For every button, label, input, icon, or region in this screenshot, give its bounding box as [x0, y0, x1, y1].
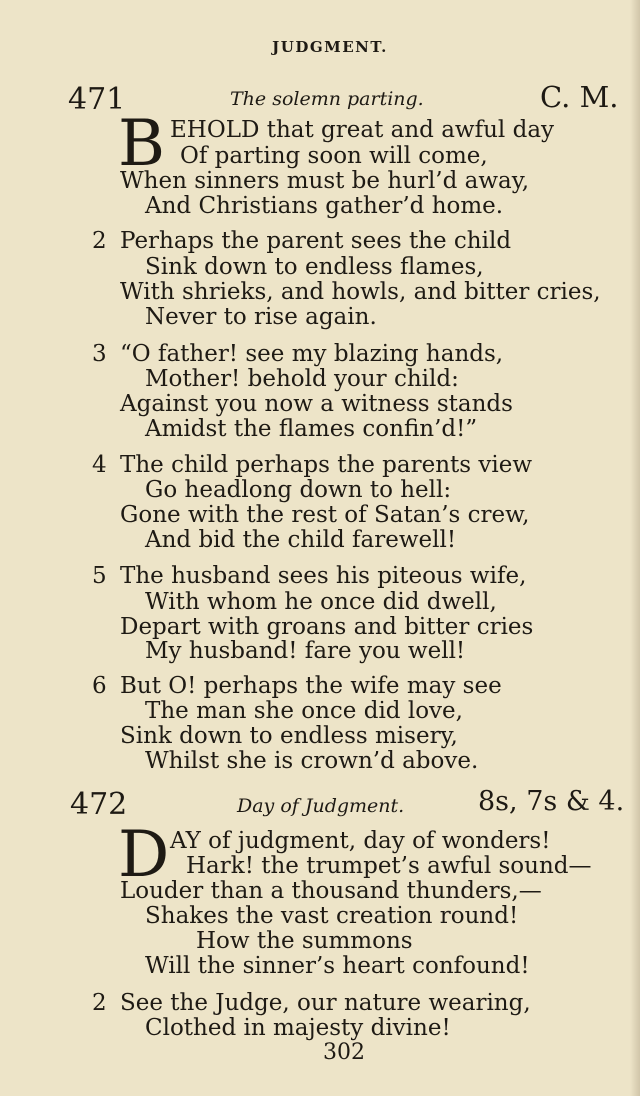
stanza-number: 5 — [92, 563, 107, 589]
verse-line: Of parting soon will come, — [180, 143, 488, 169]
stanza-number: 3 — [92, 341, 107, 367]
page-number: 302 — [323, 1040, 365, 1065]
verse-line: Amidst the flames confin’d!” — [145, 416, 478, 442]
verse-line: The man she once did love, — [145, 698, 463, 724]
hymn-472-number: 472 — [70, 787, 128, 822]
verse-line: “O father! see my blazing hands, — [120, 341, 504, 367]
hymn-471-meter: C. M. — [540, 80, 619, 114]
hymn-471-number: 471 — [68, 82, 126, 117]
verse-line: And Christians gather’d home. — [145, 193, 504, 219]
verse-line: Depart with groans and bitter cries — [120, 614, 534, 640]
running-head: JUDGMENT. — [272, 38, 388, 56]
verse-line: Against you now a witness stands — [120, 391, 513, 417]
verse-line: Shakes the vast creation round! — [145, 903, 519, 929]
verse-line: And bid the child farewell! — [145, 527, 457, 553]
verse-line: Go headlong down to hell: — [145, 477, 452, 503]
verse-line: My husband! fare you well! — [145, 638, 466, 664]
stanza-number: 6 — [92, 673, 107, 699]
verse-line: With shrieks, and howls, and bitter cries, — [120, 279, 601, 305]
verse-line: Whilst she is crown’d above. — [145, 748, 479, 774]
hymn-471-title: The solemn parting. — [230, 88, 424, 110]
verse-line: Never to rise again. — [145, 304, 377, 330]
verse-line: The child perhaps the parents view — [120, 452, 533, 478]
verse-line: With whom he once did dwell, — [145, 589, 497, 615]
verse-line: Clothed in majesty divine! — [145, 1015, 451, 1041]
hymn-472-title: Day of Judgment. — [237, 795, 405, 817]
stanza-number: 4 — [92, 452, 107, 478]
verse-line: When sinners must be hurl’d away, — [120, 168, 530, 194]
verse-line: See the Judge, our nature wearing, — [120, 990, 531, 1016]
verse-line: Louder than a thousand thunders,— — [120, 878, 542, 904]
hymn-471-drop-cap: B — [118, 107, 166, 181]
verse-line: Will the sinner’s heart confound! — [145, 953, 530, 979]
verse-line: Sink down to endless flames, — [145, 254, 484, 280]
verse-line: Mother! behold your child: — [145, 366, 459, 392]
verse-line: Perhaps the parent sees the child — [120, 228, 512, 254]
page-edge-shadow — [630, 0, 640, 1096]
hymn-472-meter: 8s, 7s & 4. — [478, 786, 625, 817]
verse-line: The husband sees his piteous wife, — [120, 563, 527, 589]
verse-line: Gone with the rest of Satan’s crew, — [120, 502, 530, 528]
verse-line: Sink down to endless misery, — [120, 723, 458, 749]
verse-line: Hark! the trumpet’s awful sound— — [186, 853, 592, 879]
verse-line: How the summons — [196, 928, 413, 954]
verse-line: AY of judgment, day of wonders! — [170, 828, 551, 854]
verse-line: But O! perhaps the wife may see — [120, 673, 502, 699]
stanza-number: 2 — [92, 990, 107, 1016]
verse-line: EHOLD that great and awful day — [170, 117, 555, 143]
hymn-472-drop-cap: D — [118, 818, 170, 892]
stanza-number: 2 — [92, 228, 107, 254]
